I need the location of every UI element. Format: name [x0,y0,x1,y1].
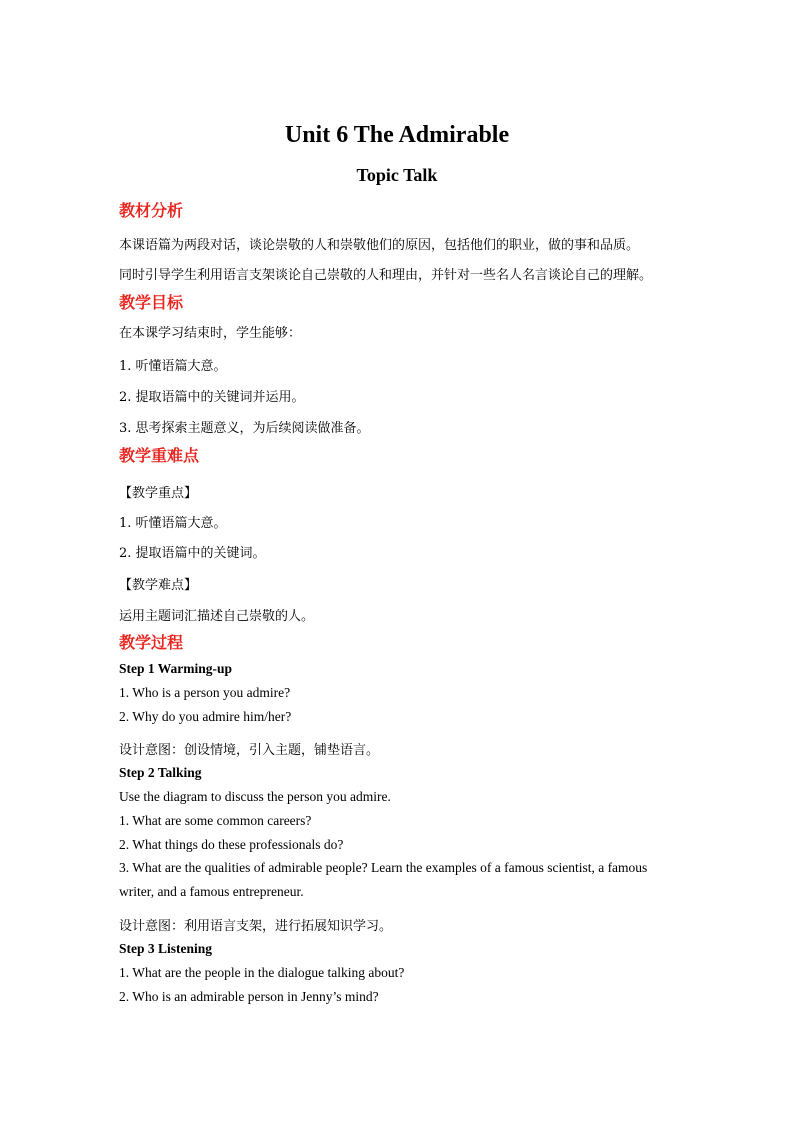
focus-label: 【教学重点】 [119,486,198,501]
difficulty-label: 【教学难点】 [119,578,198,593]
section-heading-key-points: 教学重难点 [119,446,200,465]
step-line: Use the diagram to discuss the person you admire. [119,789,391,804]
step-line: 2. Who is an admirable person in Jenny’s mind? [119,989,379,1004]
section-heading-process: 教学过程 [119,633,184,652]
difficulty-text: 运用主题词汇描述自己崇敬的人。 [119,609,315,624]
step-line: 2. What things do these professionals do? [119,837,344,852]
step-line: 2. Why do you admire him/her? [119,709,292,724]
document-title: Unit 6 The Admirable [284,122,510,148]
objective-item: 1. 听懂语篇大意。 [119,359,227,374]
document-subtitle: Topic Talk [356,165,438,185]
step-line: 3. What are the qualities of admirable people? Learn the examples of a famous scientist, a famous writer, and a famous entrepreneur. [119,860,648,899]
section-heading-analysis: 教材分析 [119,201,184,220]
objectives-intro: 在本课学习结束时，学生能够： [119,326,302,341]
step-title: Step 2 Talking [119,765,202,780]
objective-item: 3. 思考探索主题意义，为后续阅读做准备。 [119,421,370,436]
section-heading-objectives: 教学目标 [119,293,184,312]
design-intent: 设计意图：利用语言支架，进行拓展知识学习。 [119,919,393,934]
analysis-paragraph: 同时引导学生利用语言支架谈论自己崇敬的人和理由，并针对一些名人名言谈论自己的理解。 [119,268,653,283]
focus-item: 2. 提取语篇中的关键词。 [119,546,266,561]
step-title: Step 3 Listening [119,941,213,956]
step-line: 1. Who is a person you admire? [119,685,291,700]
focus-item: 1. 听懂语篇大意。 [119,516,227,531]
analysis-paragraph: 本课语篇为两段对话，谈论崇敬的人和崇敬他们的原因，包括他们的职业，做的事和品质。 [119,238,640,253]
step-title: Step 1 Warming-up [119,661,233,676]
objective-item: 2. 提取语篇中的关键词并运用。 [119,390,305,405]
step-line: 1. What are the people in the dialogue talking about? [119,965,405,980]
step-line: 1. What are some common careers? [119,813,312,828]
design-intent: 设计意图：创设情境，引入主题，铺垫语言。 [119,743,380,758]
